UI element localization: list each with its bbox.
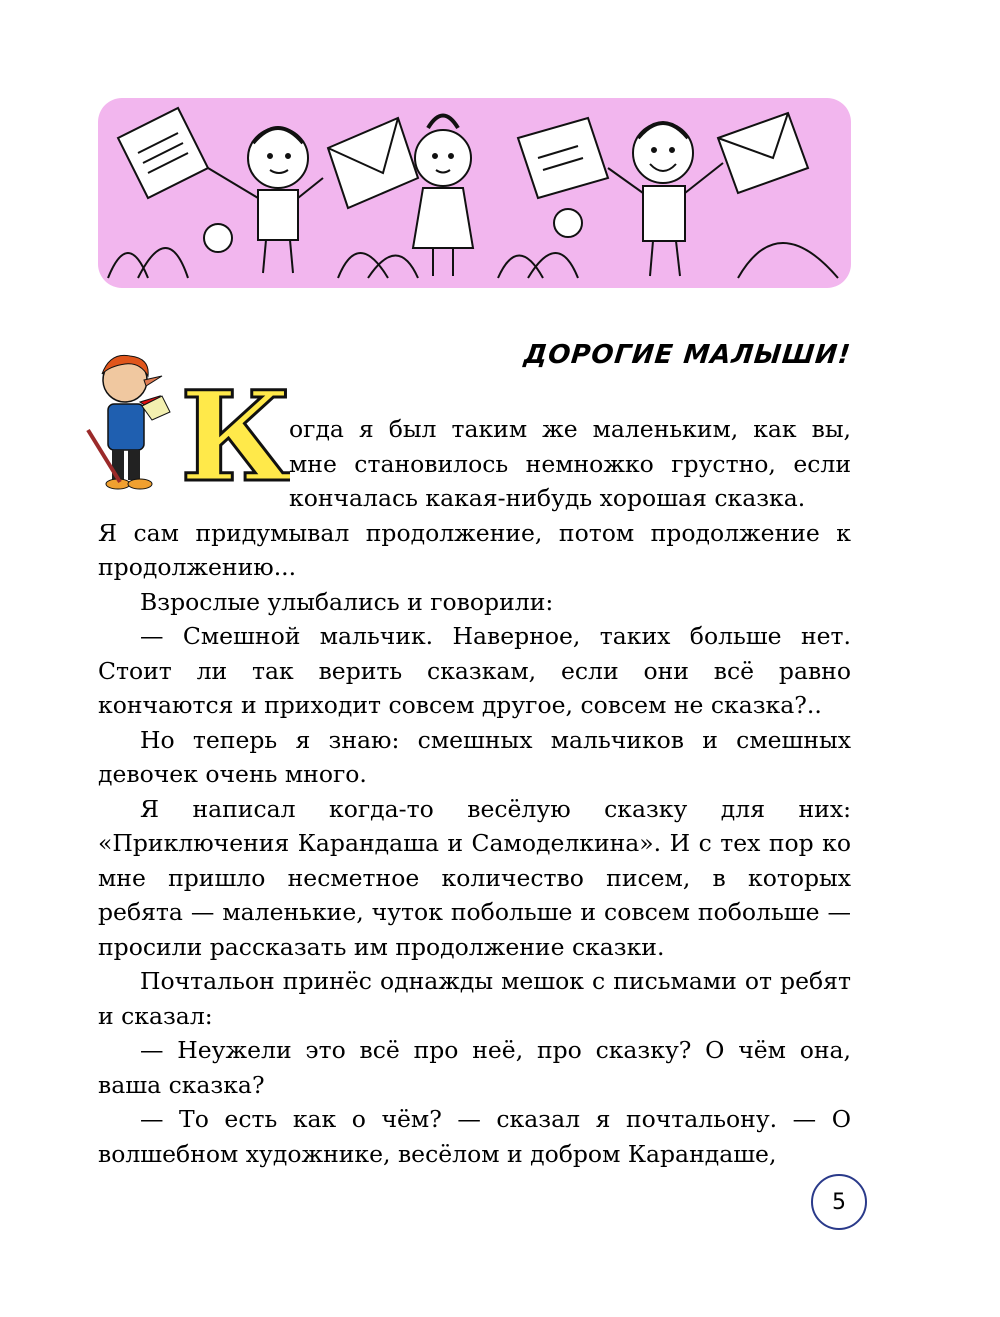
paragraph-7: Почтальон принёс однажды мешок с письмами от ребят и сказал: bbox=[98, 967, 851, 1030]
header-illustration bbox=[98, 98, 851, 288]
paragraph-1: огда я был таким же маленьким, как вы, мне становилось немножко грустно, если кончалась какая-нибудь хорошая сказка. bbox=[289, 415, 851, 512]
drop-cap-letter: К bbox=[180, 365, 290, 502]
page-number: 5 bbox=[811, 1174, 867, 1230]
paragraph-2: Я сам придумывал продолжение, потом продолжение к продолжению... bbox=[98, 518, 851, 581]
paragraph-9: — То есть как о чём? — сказал я почтальону. — О волшебном художнике, весёлом и добром Карандаше, bbox=[98, 1105, 851, 1168]
page-heading: ДОРОГИЕ МАЛЫШИ! bbox=[522, 340, 853, 370]
paragraph-6: Я написал когда-то весёлую сказку для них: «Приключения Карандаша и Самоделкина». И с тех пор ко мне пришло несметное количество писем, в которых ребята — маленькие, чуток побольше и совсем побольше — просили рассказать им продолжение сказки. bbox=[98, 794, 851, 961]
paragraph-4: — Смешной мальчик. Наверное, таких больше нет. Стоит ли так верить сказкам, если они всё равно кончаются и приходит совсем другое, совсем не сказка?.. bbox=[98, 622, 851, 719]
paragraph-8: — Неужели это всё про неё, про сказку? О чём она, ваша сказка? bbox=[98, 1036, 851, 1099]
body-text bbox=[98, 412, 851, 1171]
children-with-letters-drawing bbox=[98, 98, 851, 288]
paragraph-3: Взрослые улыбались и говорили: bbox=[140, 587, 554, 616]
paragraph-5: Но теперь я знаю: смешных мальчиков и смешных девочек очень много. bbox=[98, 725, 851, 788]
